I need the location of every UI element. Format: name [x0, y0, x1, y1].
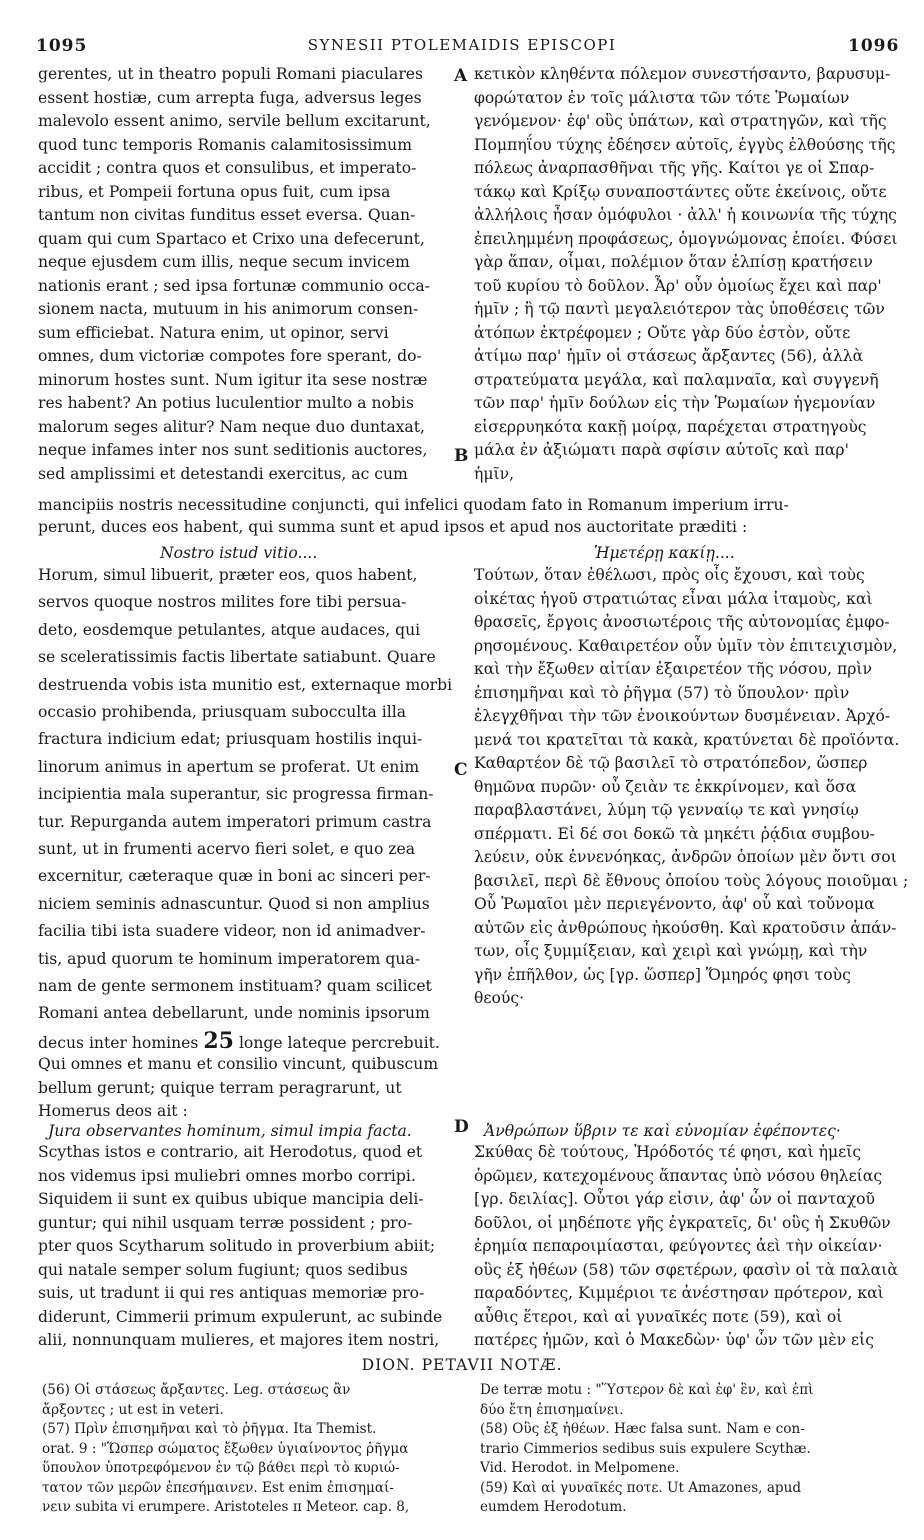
text-line: ἐρημία πεπαροιμίασται, φεύγοντες ἀεὶ τὴν οἰκείαν·: [474, 1237, 883, 1255]
decus-text-end: longe lateque percrebuit.: [238, 1034, 440, 1052]
text-line: minorum hostes sunt. Num igitur ita sese nostræ: [38, 370, 428, 389]
text-line: ἄρξοντες ; ut est in veteri.: [42, 1401, 224, 1418]
text-line: τῶν παρ' ἡμῖν δούλων εἰς τὴν Ῥωμαίων ἡγεμονίαν: [474, 394, 876, 412]
text-line: trario Cimmerios sedibus suis expulere Scythæ.: [480, 1440, 811, 1457]
text-line: orat. 9 : "Ὥσπερ σώματος ἔξωθεν ὑγιαίνοντος ῥῆγμα: [42, 1440, 409, 1457]
text-line: Vid. Herodot. in Melpomene.: [480, 1460, 680, 1476]
text-line: Scythas istos e contrario, ait Herodotus, quod et: [38, 1143, 423, 1161]
text-line: ρησομένους. Καθαιρετέον οὖν ὑμῖν τὸν ἐπιτειχισμὸν,: [474, 636, 898, 655]
text-line: ἀτίμω παρ' ἡμῖν οἱ στάσεως ἄρξαντες (56), ἀλλὰ: [474, 347, 864, 365]
text-line: Horum, simul libuerit, præter eos, quos habent,: [38, 566, 418, 584]
text-line: μενά τοι κρατεῖται τὰ κακὰ, κρατύνεται δὲ προϊόντα.: [474, 730, 900, 749]
text-line: quod tunc temporis Romanis calamitosissimum: [38, 135, 412, 154]
text-line: essent hostiæ, cum arrepta fuga, adversus leges: [38, 88, 422, 107]
text-line: alii, nonnunquam mulieres, et majores item nostri,: [38, 1331, 440, 1349]
text-line: omnes, dum victoriæ compotes fore sperant, do-: [38, 347, 422, 365]
text-line: Qui omnes et manu et consilio vincunt, quibuscum: [38, 1055, 439, 1073]
text-line: λεύειν, οὐκ ἐννενόηκας, ἀνδρῶν ὁποίων μὲν ὄντι σοι: [474, 848, 897, 866]
text-line: deto, eosdemque petulantes, atque audaces, qui: [38, 620, 421, 639]
text-line: facilia tibi ista suadere videor, non id animadver-: [38, 922, 426, 941]
text-line: πόλεως ἀναρπασθῆναι τῆς γῆς. Καίτοι γε οἱ Σπαρ-: [474, 159, 875, 177]
text-line: θεούς·: [474, 989, 525, 1007]
text-line: fractura indicium edat; priusquam hostilis inqui-: [38, 730, 423, 749]
text-line: sed amplissimi et detestandi exercitus, ac cum: [38, 464, 408, 483]
greek-homer-quote: Ἀνθρώπων ὕβριν τε καὶ εὐνομίαν ἐφέποντες·: [484, 1122, 841, 1140]
text-line: malevolo essent animo, servile bellum excitarunt,: [38, 112, 431, 130]
text-line: καὶ τὴν ἔξωθεν αἰτίαν ἐξαιρετέον τῆς νόσου, πρὶν: [474, 660, 873, 678]
text-line: res habent? An potius luculentior multo a nobis: [38, 394, 414, 412]
text-line: diderunt, Cimmerii primum expulerunt, ac subinde: [38, 1307, 443, 1326]
latin-subheading: Nostro istud vitio....: [160, 544, 318, 562]
text-line: Καθαρτέον δὲ τῷ βασιλεῖ τὸ στρατόπεδον, ὥσπερ: [474, 754, 868, 772]
text-line: τοῦ κυρίου τὸ δοῦλον. Ἆρ' οὖν ὁμοίως ἔχει καὶ παρ': [474, 276, 882, 295]
greek-subheading: Ἡμετέρῃ κακίῃ....: [594, 544, 735, 562]
text-line: excernitur, cæteraque quæ in boni ac sinceri per-: [38, 867, 431, 886]
text-line: ἡμῖν ; ἢ τῷ παντὶ μεγαλειότερον τὰς ὑποθέσεις τῶν: [474, 300, 885, 318]
decus-text: decus inter homines: [38, 1034, 199, 1052]
text-line: θημῶνα πυρῶν· οὗ ζειὰν τε ἐκκρίνομεν, καὶ ὅσα: [474, 777, 857, 796]
margin-marker-c: C: [454, 760, 468, 780]
text-line: nationis erant ; sed ipsa fortunæ communio occa-: [38, 276, 430, 295]
text-line: νειν subita vi erumpere. Aristoteles ɪɪ Meteor. cap. 8,: [42, 1499, 410, 1515]
text-line: τάκῳ καὶ Κρίξῳ συναποστάντες οὔτε ἐκείνοις, οὔτε: [474, 182, 887, 201]
spanning-line-2: perunt, duces eos habent, qui summa sunt et apud ipsos et apud nos auctoritate præditi :: [38, 518, 748, 536]
text-line: (59) Καὶ αἱ γυναῖκές ποτε. Ut Amazones, apud: [480, 1479, 802, 1496]
text-line: γὰρ ἅπαν, οἶμαι, πολέμιον ὅταν ἐλπίσῃ κρατήσειν: [474, 253, 873, 271]
text-line: neque ejusdem cum illis, neque secum invicem: [38, 253, 410, 271]
text-line: niciem seminis adnascuntur. Quod si non amplius: [38, 894, 430, 913]
text-line: οἰκέτας ἡγοῦ στρατιώτας εἶναι μάλα ἰταμοὺς, καὶ: [474, 589, 873, 608]
text-line: eumdem Herodotum.: [480, 1499, 627, 1515]
text-line: παραδόντες, Κιμμέριοι τε ἀνέστησαν πρότερον, καὶ: [474, 1284, 884, 1302]
text-line: tantum non civitas funditus esset eversa. Quan-: [38, 206, 416, 224]
latin-line-decus: [38, 1028, 440, 1054]
text-line: αὖθις ἕτεροι, καὶ αἱ γυναῖκές ποτε (59), καὶ οἱ: [474, 1307, 843, 1326]
text-line: tur. Repurganda autem imperatori primum castra: [38, 812, 432, 831]
text-line: ὁρῶμεν, κατεχομένους ἅπαντας ὑπὸ νόσου θηλείας: [474, 1166, 883, 1185]
text-line: ἐπισημῆναι καὶ τὸ ῥῆγμα (57) τὸ ὕπουλον· πρὶν: [474, 683, 850, 702]
page-number-right: 1096: [848, 36, 900, 56]
text-line: ἡμῖν,: [474, 464, 515, 483]
text-line: ὕπουλον ὑποτρεφόμενον ἐν τῷ βάθει περὶ τὸ κυριώ-: [42, 1460, 400, 1476]
text-line: παραβλαστάνει, λύμη τῷ γενναίῳ τε καὶ γνησίῳ: [474, 801, 859, 819]
text-line: ἐπειλημμένη προφάσεως, ὁμογνώμονας ἐποίει. Φύσει: [474, 229, 898, 248]
text-line: linorum animus in apertum se proferat. Ut enim: [38, 757, 420, 776]
text-line: accidit ; contra quos et consulibus, et imperato-: [38, 159, 417, 177]
text-line: servos quoque nostros milites fore tibi persua-: [38, 593, 407, 612]
text-line: δοῦλοι, οἱ μηδέποτε γῆς ἐγκρατεῖς, δι' οὓς ἡ Σκυθῶν: [474, 1213, 891, 1232]
text-line: (56) Οἱ στάσεως ἄρξαντες. Leg. στάσεως ἂν: [42, 1382, 351, 1398]
text-line: quam qui cum Spartaco et Crixo una defecerunt,: [38, 229, 425, 248]
text-line: gerentes, ut in theatro populi Romani piaculares: [38, 65, 424, 83]
text-line: φορώτατον ἐν τοῖς μάλιστα τῶν τότε Ῥωμαίων: [474, 88, 850, 107]
text-line: neque infames inter nos sunt seditionis auctores,: [38, 441, 428, 459]
spanning-line-1: mancipiis nostris necessitudine conjuncti, qui infelici quodam fato in Romanum imperium irru-: [38, 496, 789, 514]
page-number-left: 1095: [36, 36, 88, 56]
text-line: Τούτων, ὅταν ἐθέλωσι, πρὸς οἷς ἔχουσι, καὶ τοὺς: [474, 566, 865, 584]
text-line: tis, apud quorum te hominum imperatorem qua-: [38, 949, 420, 968]
text-line: πατέρες ἡμῶν, καὶ ὁ Μακεδὼν· ὑφ' ὧν τῶν μὲν εἰς: [474, 1331, 874, 1349]
text-line: destruenda vobis ista munitio est, externaque morbi: [38, 675, 453, 694]
text-line: στρατεύματα μεγάλα, καὶ παλαμναῖα, καὶ συγγενῆ: [474, 370, 879, 389]
notes-title: DION. PETAVII NOTÆ.: [361, 1356, 563, 1374]
text-line: De terræ motu : "Ὕστερον δὲ καὶ ἐφ' ἓν, καὶ ἐπὶ: [480, 1382, 814, 1398]
text-line: Romani antea debellarunt, unde nominis ipsorum: [38, 1004, 430, 1023]
text-line: γῆν ἐπῆλθον, ὡς [γρ. ὥσπερ] Ὅμηρός φησι τοὺς: [474, 965, 851, 984]
text-line: nam de gente sermonem instituam? quam scilicet: [38, 977, 432, 995]
text-line: Οὗ Ῥωμαῖοι μὲν περιεγένοντο, ἀφ' οὗ καὶ τοὔνομα: [474, 895, 875, 913]
text-line: Siquidem ii sunt ex quibus ubique mancipia deli-: [38, 1190, 424, 1208]
text-line: malorum seges alitur? Nam neque duo duntaxat,: [38, 417, 425, 436]
running-title: SYNESII PTOLEMAIDIS EPISCOPI: [307, 36, 617, 54]
text-line: se sceleratissimis factis libertate satiabunt. Quare: [38, 648, 436, 667]
text-line: incipientia mala superantur, sic progressa firman-: [38, 785, 434, 804]
latin-homer-quote: Jura observantes hominum, simul impia facta.: [48, 1122, 412, 1140]
text-line: κετικὸν κληθέντα πόλεμον συνεστήσαντο, βαρυσυμ-: [474, 65, 891, 83]
text-line: [γρ. δειλίας]. Οὗτοι γάρ εἰσιν, ἀφ' ὧν οἱ πανταχοῦ: [474, 1190, 876, 1208]
text-line: suis, ut tradunt ii qui res antiquas memoriæ pro-: [38, 1284, 425, 1302]
text-line: sionem nacta, mutuum in his animorum consen-: [38, 300, 419, 318]
text-line: ἀτόπων ἐκτρέφομεν ; Οὔτε γὰρ δύο ἐστὸν, οὔτε: [474, 323, 851, 342]
text-line: οὓς ἐξ ἠθέων (58) τῶν σφετέρων, φασὶν οἱ τὰ παλαιὰ: [474, 1260, 898, 1279]
text-line: qui natale semper solum fugiunt; quos sedibus: [38, 1260, 408, 1279]
text-line: ἀλλήλοις ἦσαν ὁμόφυλοι · ἀλλ' ἡ κοινωνία τῆς τύχης: [474, 206, 897, 224]
text-line: Homerus deos ait :: [38, 1102, 188, 1120]
text-line: ribus, et Pompeii fortuna opus fuit, cum ipsa: [38, 182, 391, 201]
text-line: pter quos Scytharum solitudo in proverbium abiit;: [38, 1237, 436, 1255]
text-line: των, οἷς ξυμμίξειαν, καὶ χειρὶ καὶ γνώμῃ, καὶ τὴν: [474, 942, 868, 960]
text-line: (58) Οὓς ἐξ ἠθέων. Hæc falsa sunt. Nam e con-: [480, 1421, 805, 1437]
text-line: occasio prohibenda, priusquam subocculta illa: [38, 703, 407, 721]
text-line: guntur; qui nihil usquam terræ possident ; pro-: [38, 1213, 413, 1232]
text-line: bellum gerunt; quique terram peragrarunt, ut: [38, 1078, 402, 1097]
text-line: βασιλεῖ, περὶ δὲ ἔθνους ὁποίου τοὺς λόγους ποιοῦμαι ;: [474, 871, 909, 890]
text-line: τατον τῶν μερῶν ἐπεσήμαινεν. Est enim ἐπισημαί-: [42, 1479, 394, 1496]
text-line: (57) Πρὶν ἐπισημῆναι καὶ τὸ ῥῆγμα. Ita Themist.: [42, 1421, 377, 1437]
text-line: Πομπηΐου τύχης ἐδέησεν αὐτοῖς, ἐγγὺς ἐλθούσης τῆς: [474, 135, 896, 154]
margin-marker-a: A: [454, 66, 468, 86]
marginal-number-25: 25: [203, 1028, 234, 1054]
text-line: μάλα ἐν ἀξιώματι παρὰ σφίσιν αὐτοῖς καὶ παρ': [474, 441, 849, 459]
text-line: δύο ἔτη ἐπισημαίνει.: [480, 1401, 624, 1418]
text-line: σπέρματι. Εἰ δέ σοι δοκῶ τὰ μηκέτι ῥᾴδια συμβου-: [474, 824, 875, 843]
margin-marker-d: D: [454, 1117, 469, 1137]
text-line: εἰσερρυηκότα κακῇ μοίρᾳ, παρέχεται στρατηγοὺς: [474, 417, 867, 436]
text-line: Σκύθας δὲ τούτους, Ἡρόδοτός τέ φησι, καὶ ἡμεῖς: [474, 1143, 862, 1161]
text-line: ἐλεγχθῆναι τὴν τῶν ἐνοικούντων δυσμένειαν. Ἀρχό-: [474, 707, 891, 725]
text-line: sunt, ut in frumenti acervo fieri solet, e quo zea: [38, 840, 416, 858]
text-line: γενόμενον· ἐφ' οὓς ὑπάτων, καὶ στρατηγῶν, καὶ τῆς: [474, 112, 887, 130]
text-line: θρασεῖς, ἔργοις ἀνοσιωτέροις τῆς αὐτονομίας ἐμφο-: [474, 613, 890, 631]
text-line: αὐτῶν εἰς ἀνθρώπους ἠκούσθη. Καὶ κρατοῦσιν ἁπάν-: [474, 918, 897, 937]
text-line: nos videmus ipsi muliebri omnes morbo corripi.: [38, 1166, 416, 1185]
margin-marker-b: B: [454, 446, 469, 466]
text-line: sum efficiebat. Natura enim, ut opinor, servi: [38, 323, 389, 342]
